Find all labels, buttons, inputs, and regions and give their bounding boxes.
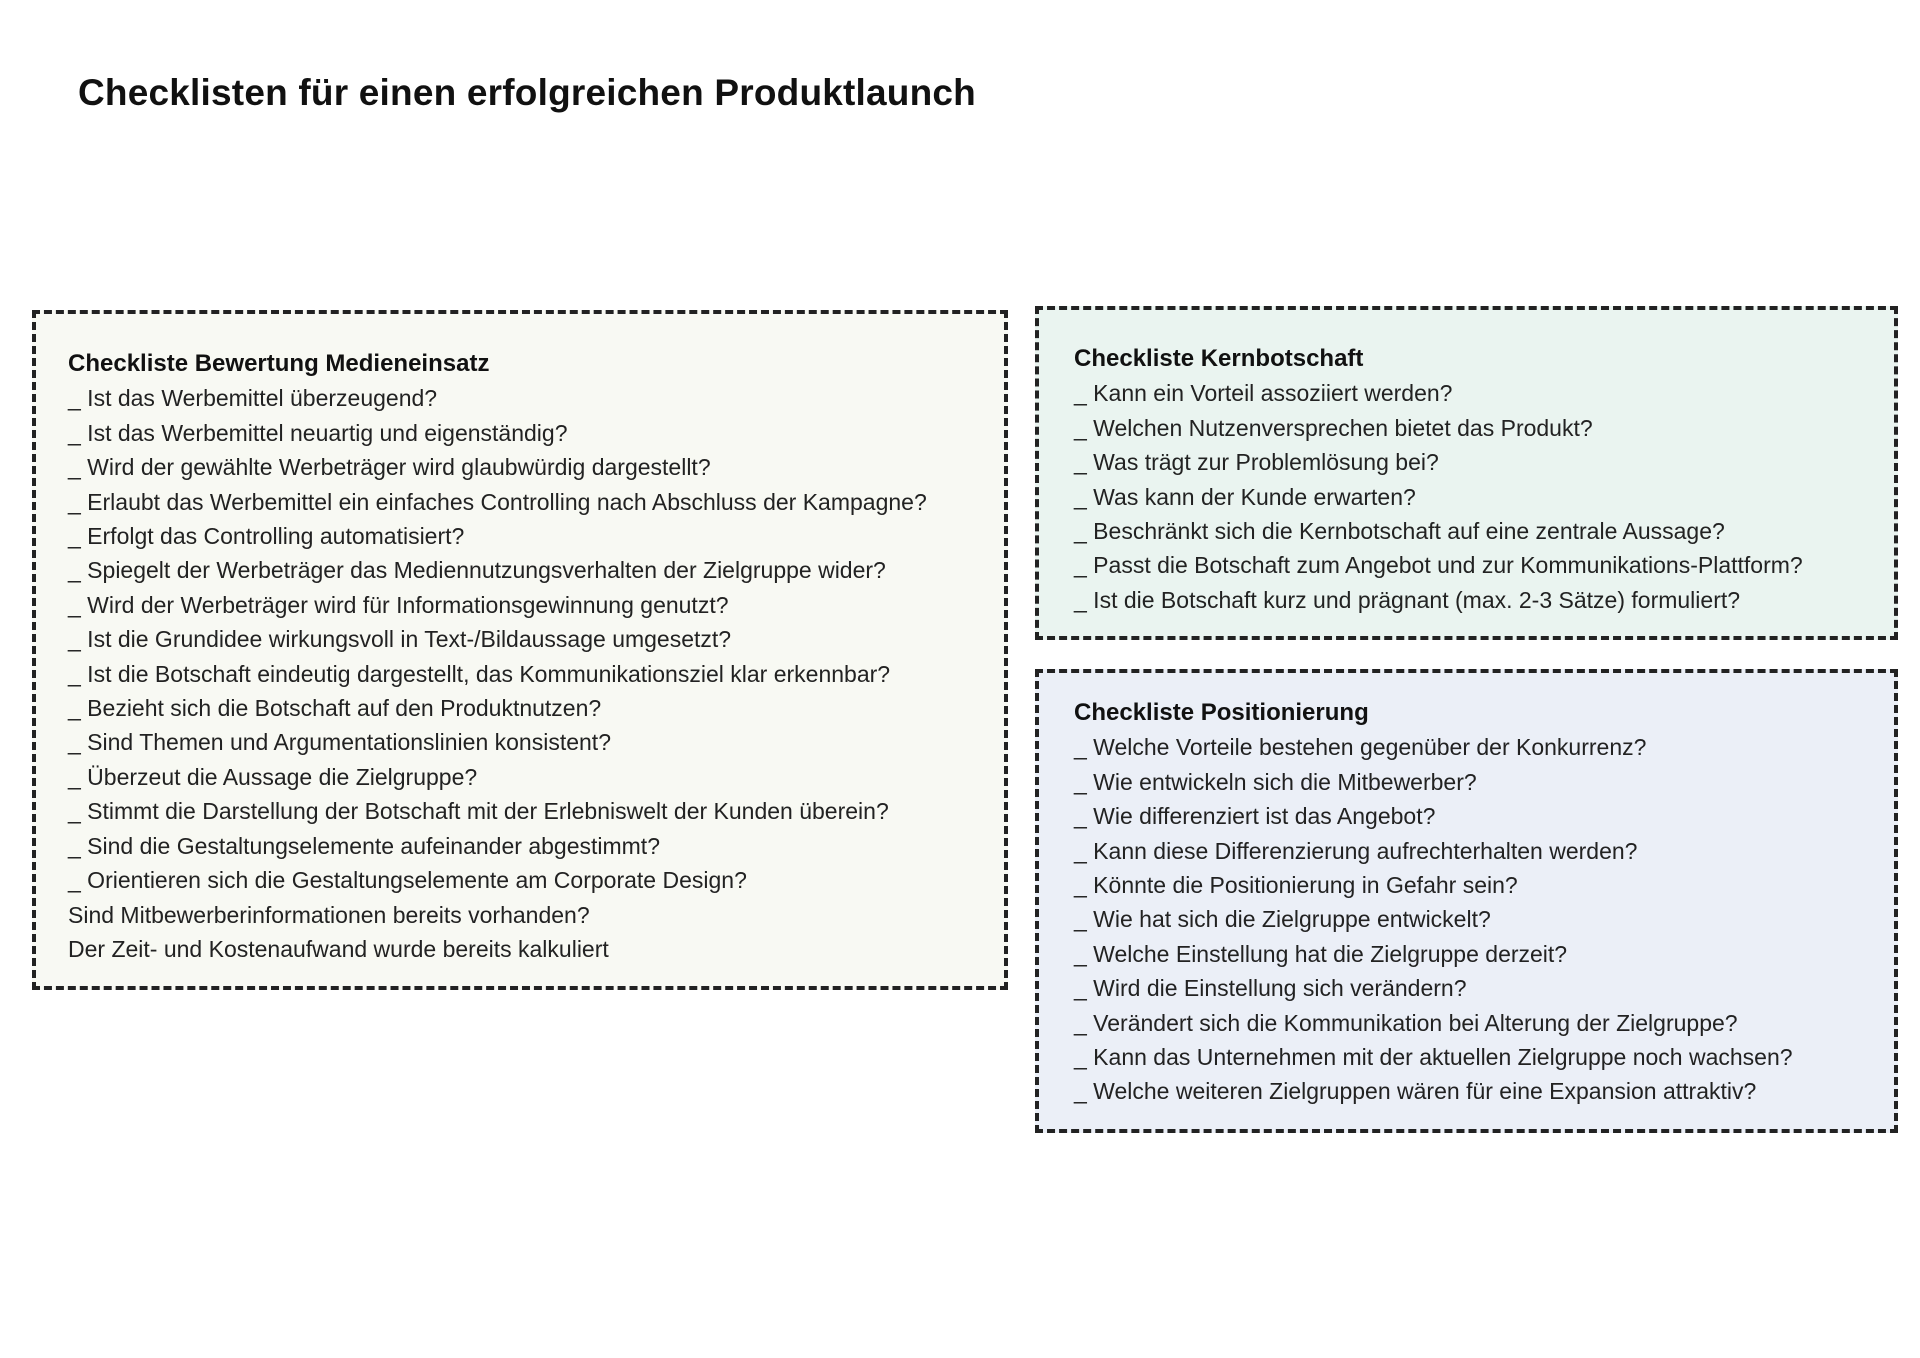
checklist-item: Der Zeit- und Kostenaufwand wurde bereits kalkuliert <box>68 935 609 962</box>
checklist-item: _ Wird der gewählte Werbeträger wird glaubwürdig dargestellt? <box>68 454 711 481</box>
checklist-item: _ Was trägt zur Problemlösung bei? <box>1074 449 1439 476</box>
media-checklist-box <box>32 310 1008 990</box>
checklist-item: _ Wie hat sich die Zielgruppe entwickelt? <box>1074 906 1491 933</box>
checklist-item: _ Kann das Unternehmen mit der aktuellen Zielgruppe noch wachsen? <box>1074 1044 1793 1071</box>
checklist-item: _ Sind Themen und Argumentationslinien konsistent? <box>68 729 611 756</box>
checklist-item: _ Passt die Botschaft zum Angebot und zur Kommunikations-Plattform? <box>1074 552 1803 579</box>
checklist-item: _ Welche Einstellung hat die Zielgruppe derzeit? <box>1074 940 1568 967</box>
checklist-item: _ Kann ein Vorteil assoziiert werden? <box>1074 380 1453 407</box>
checklist-item: _ Bezieht sich die Botschaft auf den Produktnutzen? <box>68 695 602 722</box>
checklist-item: _ Sind die Gestaltungselemente aufeinander abgestimmt? <box>68 832 660 859</box>
checklist-item: _ Ist die Botschaft eindeutig dargestellt, das Kommunikationsziel klar erkennbar? <box>68 660 891 687</box>
media-checklist-items <box>68 381 1004 966</box>
checklist-item: _ Wie entwickeln sich die Mitbewerber? <box>1074 768 1477 795</box>
checklist-item: _ Welchen Nutzenversprechen bietet das Produkt? <box>1074 414 1593 441</box>
pos-checklist-title: Checkliste Positionierung <box>1074 699 1369 726</box>
checklist-item: _ Ist die Botschaft kurz und prägnant (max. 2-3 Sätze) formuliert? <box>1074 586 1741 613</box>
kern-checklist-title: Checkliste Kernbotschaft <box>1074 345 1364 372</box>
checklist-item: _ Welche weiteren Zielgruppen wären für eine Expansion attraktiv? <box>1074 1078 1757 1105</box>
checklist-item: _ Ist das Werbemittel überzeugend? <box>68 385 438 412</box>
pos-checklist-items <box>1074 730 1894 1108</box>
page-title: Checklisten für einen erfolgreichen Produktlaunch <box>78 72 976 113</box>
checklist-item: _ Überzeut die Aussage die Zielgruppe? <box>68 763 478 790</box>
checklist-item: _ Könnte die Positionierung in Gefahr sein? <box>1074 872 1518 899</box>
checklist-item: _ Kann diese Differenzierung aufrechterhalten werden? <box>1074 837 1638 864</box>
pos-checklist-box <box>1035 669 1898 1133</box>
media-checklist-title: Checkliste Bewertung Medieneinsatz <box>68 350 490 377</box>
checklist-item: _ Erlaubt das Werbemittel ein einfaches Controlling nach Abschluss der Kampagne? <box>68 488 927 515</box>
checklist-item: _ Erfolgt das Controlling automatisiert? <box>68 523 465 550</box>
checklist-item: _ Verändert sich die Kommunikation bei Alterung der Zielgruppe? <box>1074 1009 1738 1036</box>
kern-checklist-box <box>1035 306 1898 640</box>
checklist-item: _ Beschränkt sich die Kernbotschaft auf eine zentrale Aussage? <box>1074 518 1725 545</box>
checklist-item: _ Spiegelt der Werbeträger das Mediennutzungsverhalten der Zielgruppe wider? <box>68 557 886 584</box>
checklist-item: _ Was kann der Kunde erwarten? <box>1074 483 1416 510</box>
checklist-item: _ Ist das Werbemittel neuartig und eigenständig? <box>68 419 568 446</box>
checklist-item: _ Orientieren sich die Gestaltungselemente am Corporate Design? <box>68 867 747 894</box>
kern-checklist-items <box>1074 376 1894 617</box>
checklist-item: _ Ist die Grundidee wirkungsvoll in Text-/Bildaussage umgesetzt? <box>68 626 732 653</box>
checklist-item: Sind Mitbewerberinformationen bereits vorhanden? <box>68 901 590 928</box>
checklist-item: _ Welche Vorteile bestehen gegenüber der Konkurrenz? <box>1074 734 1647 761</box>
checklist-item: _ Wird die Einstellung sich verändern? <box>1074 975 1467 1002</box>
checklist-item: _ Wird der Werbeträger wird für Informationsgewinnung genutzt? <box>68 591 729 618</box>
checklist-item: _ Stimmt die Darstellung der Botschaft mit der Erlebniswelt der Kunden überein? <box>68 798 889 825</box>
checklist-item: _ Wie differenziert ist das Angebot? <box>1074 803 1436 830</box>
